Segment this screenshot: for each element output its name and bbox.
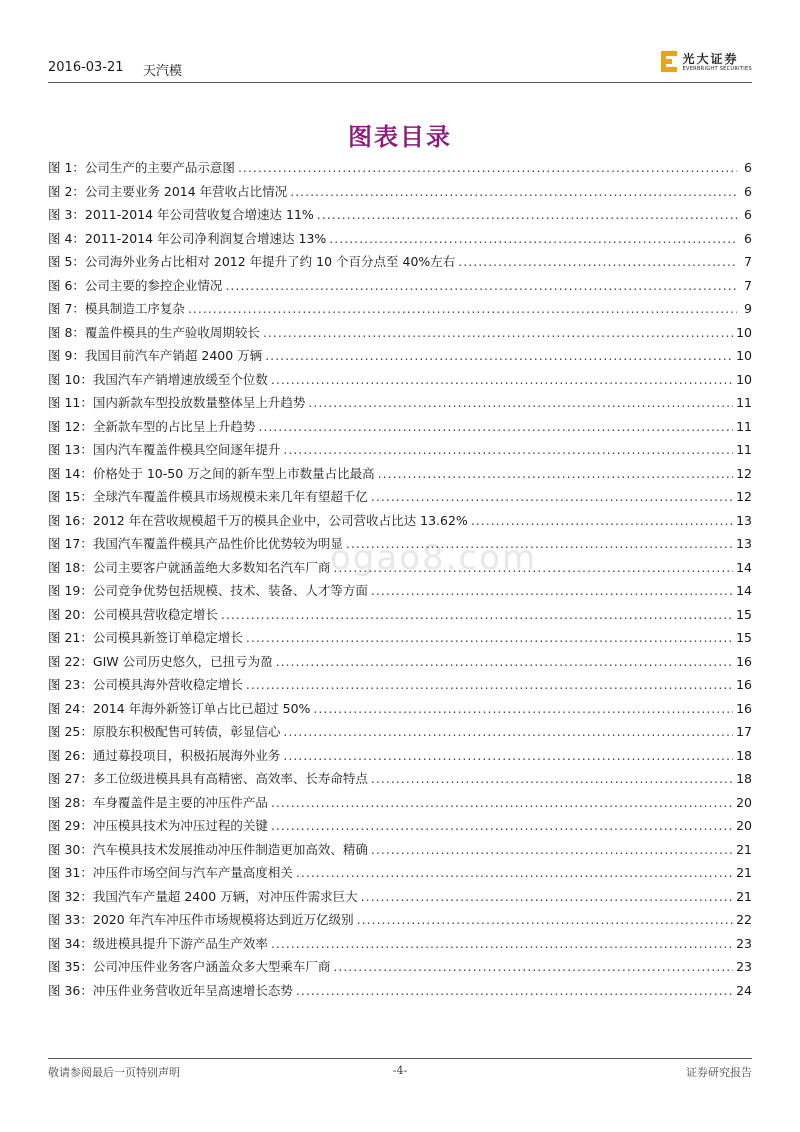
toc-entry[interactable]	[48, 346, 752, 370]
toc-leader-dots	[221, 607, 733, 622]
toc-entry-label: 图 13：国内汽车覆盖件模具空间逐年提升	[48, 442, 281, 457]
toc-leader-dots	[296, 865, 733, 880]
toc-leader-dots	[333, 560, 733, 575]
toc-entry[interactable]	[48, 370, 752, 394]
toc-leader-dots	[346, 536, 733, 551]
toc-entry[interactable]	[48, 957, 752, 981]
toc-entry[interactable]	[48, 487, 752, 511]
toc-entry-page: 23	[736, 935, 752, 951]
toc-entry[interactable]	[48, 511, 752, 535]
watermark: ogao8.com	[330, 538, 538, 578]
toc-entry-label: 图 30：汽车模具技术发展推动冲压件制造更加高效、精确	[48, 841, 368, 857]
toc-entry-label: 图 18：公司主要客户就涵盖绝大多数知名汽车厂商	[48, 559, 331, 575]
toc-entry[interactable]	[48, 910, 752, 934]
toc-entry[interactable]	[48, 863, 752, 887]
toc-leader-dots	[246, 677, 733, 692]
toc-entry-page: 20	[736, 794, 752, 810]
toc-leader-dots	[271, 818, 733, 833]
toc-leader-dots	[371, 583, 733, 598]
toc-entry-page: 14	[736, 583, 752, 598]
toc-entry-page: 21	[736, 841, 752, 857]
toc-leader-dots	[317, 207, 737, 222]
toc-entry-page: 11	[736, 442, 752, 457]
toc-entry-label: 图 34：级进模具提升下游产品生产效率	[48, 935, 268, 951]
toc-entry-label: 图 28：车身覆盖件是主要的冲压件产品	[48, 794, 268, 810]
toc-entry-page: 22	[736, 912, 752, 927]
toc-entry-page: 14	[736, 559, 752, 575]
toc-entry-label: 图 20：公司模具营收稳定增长	[48, 606, 218, 622]
toc-entry[interactable]	[48, 464, 752, 488]
logo-name-cn: 光大证券	[682, 51, 739, 66]
toc-entry-page: 15	[736, 630, 752, 645]
toc-entry[interactable]	[48, 299, 752, 323]
toc-entry[interactable]	[48, 323, 752, 347]
toc-entry-page: 6	[744, 160, 752, 175]
toc-entry-label: 图 8：覆盖件模具的生产验收周期较长	[48, 324, 260, 340]
logo-name-en: EVERBRIGHT SECURITIES	[682, 65, 752, 72]
toc-entry[interactable]	[48, 628, 752, 652]
toc-entry-page: 15	[736, 606, 752, 622]
toc-entry-label: 图 11：国内新款车型投放数量整体呈上升趋势	[48, 395, 306, 410]
toc-entry-label: 图 21：公司模具新签订单稳定增长	[48, 630, 243, 645]
toc-entry-page: 6	[744, 183, 752, 199]
page-number: -4-	[392, 1064, 408, 1077]
toc-entry-page: 13	[736, 512, 752, 528]
toc-entry-page: 18	[736, 747, 752, 763]
toc-entry-label: 图 12：全新款车型的占比呈上升趋势	[48, 418, 256, 434]
toc-entry-label: 图 15：全球汽车覆盖件模具市场规模未来几年有望超千亿	[48, 489, 368, 504]
toc-entry-label: 图 25：原股东积极配售可转债，彰显信心	[48, 724, 281, 739]
toc-leader-dots	[238, 160, 737, 175]
report-subject: 天汽模	[143, 64, 183, 79]
toc-entry-page: 9	[744, 301, 752, 316]
toc-entry-label: 图 24：2014 年海外新签订单占比已超过 50%	[48, 700, 311, 716]
toc-leader-dots	[371, 771, 733, 786]
toc-entry[interactable]	[48, 605, 752, 629]
toc-entry-label: 图 4：2011-2014 年公司净利润复合增速达 13%	[48, 230, 327, 246]
toc-entry-page: 16	[736, 677, 752, 692]
toc-entry-page: 7	[744, 277, 752, 293]
toc-entry-page: 24	[736, 982, 752, 998]
disclaimer-note: 敬请参阅最后一页特别声明	[48, 1066, 180, 1079]
toc-leader-dots	[378, 466, 733, 481]
toc-entry-label: 图 16：2012 年在营收规模超千万的模具企业中，公司营收占比达 13.62%	[48, 512, 468, 528]
toc-leader-dots	[361, 889, 733, 904]
toc-entry-label: 图 10：我国汽车产销增速放缓至个位数	[48, 371, 268, 387]
toc-entry-page: 12	[736, 465, 752, 481]
toc-entry[interactable]	[48, 581, 752, 605]
toc-entry-page: 10	[736, 371, 752, 387]
toc-entry-label: 图 35：公司冲压件业务客户涵盖众多大型乘车厂商	[48, 959, 331, 974]
toc-entry[interactable]	[48, 769, 752, 793]
page-title: 图表目录	[348, 122, 452, 151]
toc-leader-dots	[258, 419, 733, 434]
toc-entry[interactable]	[48, 393, 752, 417]
toc-leader-dots	[263, 325, 733, 340]
toc-entry[interactable]	[48, 699, 752, 723]
toc-entry-label: 图 1：公司生产的主要产品示意图	[48, 160, 235, 175]
toc-entry-page: 7	[744, 254, 752, 269]
logo-mark-icon	[661, 51, 677, 73]
toc-entry-label: 图 36：冲压件业务营收近年呈高速增长态势	[48, 982, 293, 998]
toc-leader-dots	[188, 301, 737, 316]
toc-entry-page: 11	[736, 418, 752, 434]
toc-entry-page: 21	[736, 888, 752, 904]
everbright-logo	[661, 48, 752, 76]
toc-entry[interactable]	[48, 276, 752, 300]
toc-entry-page: 6	[744, 230, 752, 246]
toc-entry-page: 6	[744, 207, 752, 222]
toc-entry[interactable]	[48, 558, 752, 582]
toc-leader-dots	[225, 278, 737, 293]
toc-entry[interactable]	[48, 722, 752, 746]
toc-entry[interactable]	[48, 675, 752, 699]
figure-index-list	[48, 158, 752, 1004]
toc-entry[interactable]	[48, 229, 752, 253]
toc-leader-dots	[458, 254, 737, 269]
toc-entry-label: 图 2：公司主要业务 2014 年营收占比情况	[48, 183, 288, 199]
toc-entry[interactable]	[48, 440, 752, 464]
toc-entry[interactable]	[48, 158, 752, 182]
toc-entry-page: 16	[736, 653, 752, 669]
toc-leader-dots	[276, 654, 734, 669]
toc-entry-label: 图 19：公司竞争优势包括规模、技术、装备、人才等方面	[48, 583, 368, 598]
toc-leader-dots	[283, 748, 733, 763]
toc-entry[interactable]	[48, 652, 752, 676]
toc-leader-dots	[271, 936, 733, 951]
report-date: 2016-03-21	[48, 60, 124, 75]
page-footer	[48, 1058, 752, 1079]
toc-entry[interactable]	[48, 534, 752, 558]
toc-entry-page: 13	[736, 536, 752, 551]
toc-entry-label: 图 14：价格处于 10-50 万之间的新车型上市数量占比最高	[48, 465, 375, 481]
toc-leader-dots	[271, 372, 733, 387]
toc-entry-label: 图 17：我国汽车覆盖件模具产品性价比优势较为明显	[48, 536, 343, 551]
toc-entry-label: 图 9：我国目前汽车产销超 2400 万辆	[48, 348, 263, 363]
toc-entry-label: 图 6：公司主要的参控企业情况	[48, 277, 223, 293]
toc-leader-dots	[271, 795, 733, 810]
toc-entry-page: 23	[736, 959, 752, 974]
toc-entry-page: 16	[736, 700, 752, 716]
toc-entry-page: 10	[736, 348, 752, 363]
toc-entry-label: 图 33：2020 年汽车冲压件市场规模将达到近万亿级别	[48, 912, 354, 927]
toc-entry[interactable]	[48, 816, 752, 840]
toc-leader-dots	[371, 489, 733, 504]
toc-entry[interactable]	[48, 793, 752, 817]
toc-entry-label: 图 7：模具制造工序复杂	[48, 301, 185, 316]
toc-leader-dots	[283, 724, 733, 739]
toc-entry-label: 图 32：我国汽车产量超 2400 万辆，对冲压件需求巨大	[48, 888, 358, 904]
toc-entry-label: 图 5：公司海外业务占比相对 2012 年提升了约 10 个百分点至 40%左右	[48, 254, 456, 269]
toc-entry[interactable]	[48, 887, 752, 911]
toc-leader-dots	[246, 630, 733, 645]
report-type: 证券研究报告	[686, 1066, 752, 1079]
toc-entry-page: 18	[736, 771, 752, 786]
toc-entry[interactable]	[48, 981, 752, 1005]
toc-leader-dots	[357, 912, 733, 927]
toc-entry-page: 10	[736, 324, 752, 340]
page-header	[48, 48, 752, 83]
toc-entry-page: 20	[736, 818, 752, 833]
toc-leader-dots	[296, 983, 733, 998]
toc-entry-label: 图 3：2011-2014 年公司营收复合增速达 11%	[48, 207, 314, 222]
toc-entry[interactable]	[48, 840, 752, 864]
toc-entry-label: 图 26：通过募投项目，积极拓展海外业务	[48, 747, 281, 763]
toc-entry-page: 12	[736, 489, 752, 504]
toc-leader-dots	[283, 442, 733, 457]
toc-entry[interactable]	[48, 417, 752, 441]
toc-leader-dots	[308, 395, 733, 410]
toc-leader-dots	[265, 348, 733, 363]
toc-entry[interactable]	[48, 746, 752, 770]
toc-entry-label: 图 27：多工位级进模具具有高精密、高效率、长寿命特点	[48, 771, 368, 786]
toc-entry-label: 图 29：冲压模具技术为冲压过程的关键	[48, 818, 268, 833]
toc-entry-label: 图 23：公司模具海外营收稳定增长	[48, 677, 243, 692]
toc-entry[interactable]	[48, 934, 752, 958]
toc-entry[interactable]	[48, 252, 752, 276]
toc-leader-dots	[471, 513, 733, 528]
toc-leader-dots	[329, 231, 737, 246]
toc-leader-dots	[333, 959, 733, 974]
toc-leader-dots	[371, 842, 733, 857]
toc-entry[interactable]	[48, 182, 752, 206]
toc-leader-dots	[313, 701, 733, 716]
toc-leader-dots	[290, 184, 737, 199]
toc-entry-label: 图 22：GIW 公司历史悠久，已扭亏为盈	[48, 653, 273, 669]
toc-entry-page: 17	[736, 724, 752, 739]
toc-entry-page: 21	[736, 865, 752, 880]
toc-entry-label: 图 31：冲压件市场空间与汽车产量高度相关	[48, 865, 293, 880]
toc-entry[interactable]	[48, 205, 752, 229]
toc-entry-page: 11	[736, 395, 752, 410]
